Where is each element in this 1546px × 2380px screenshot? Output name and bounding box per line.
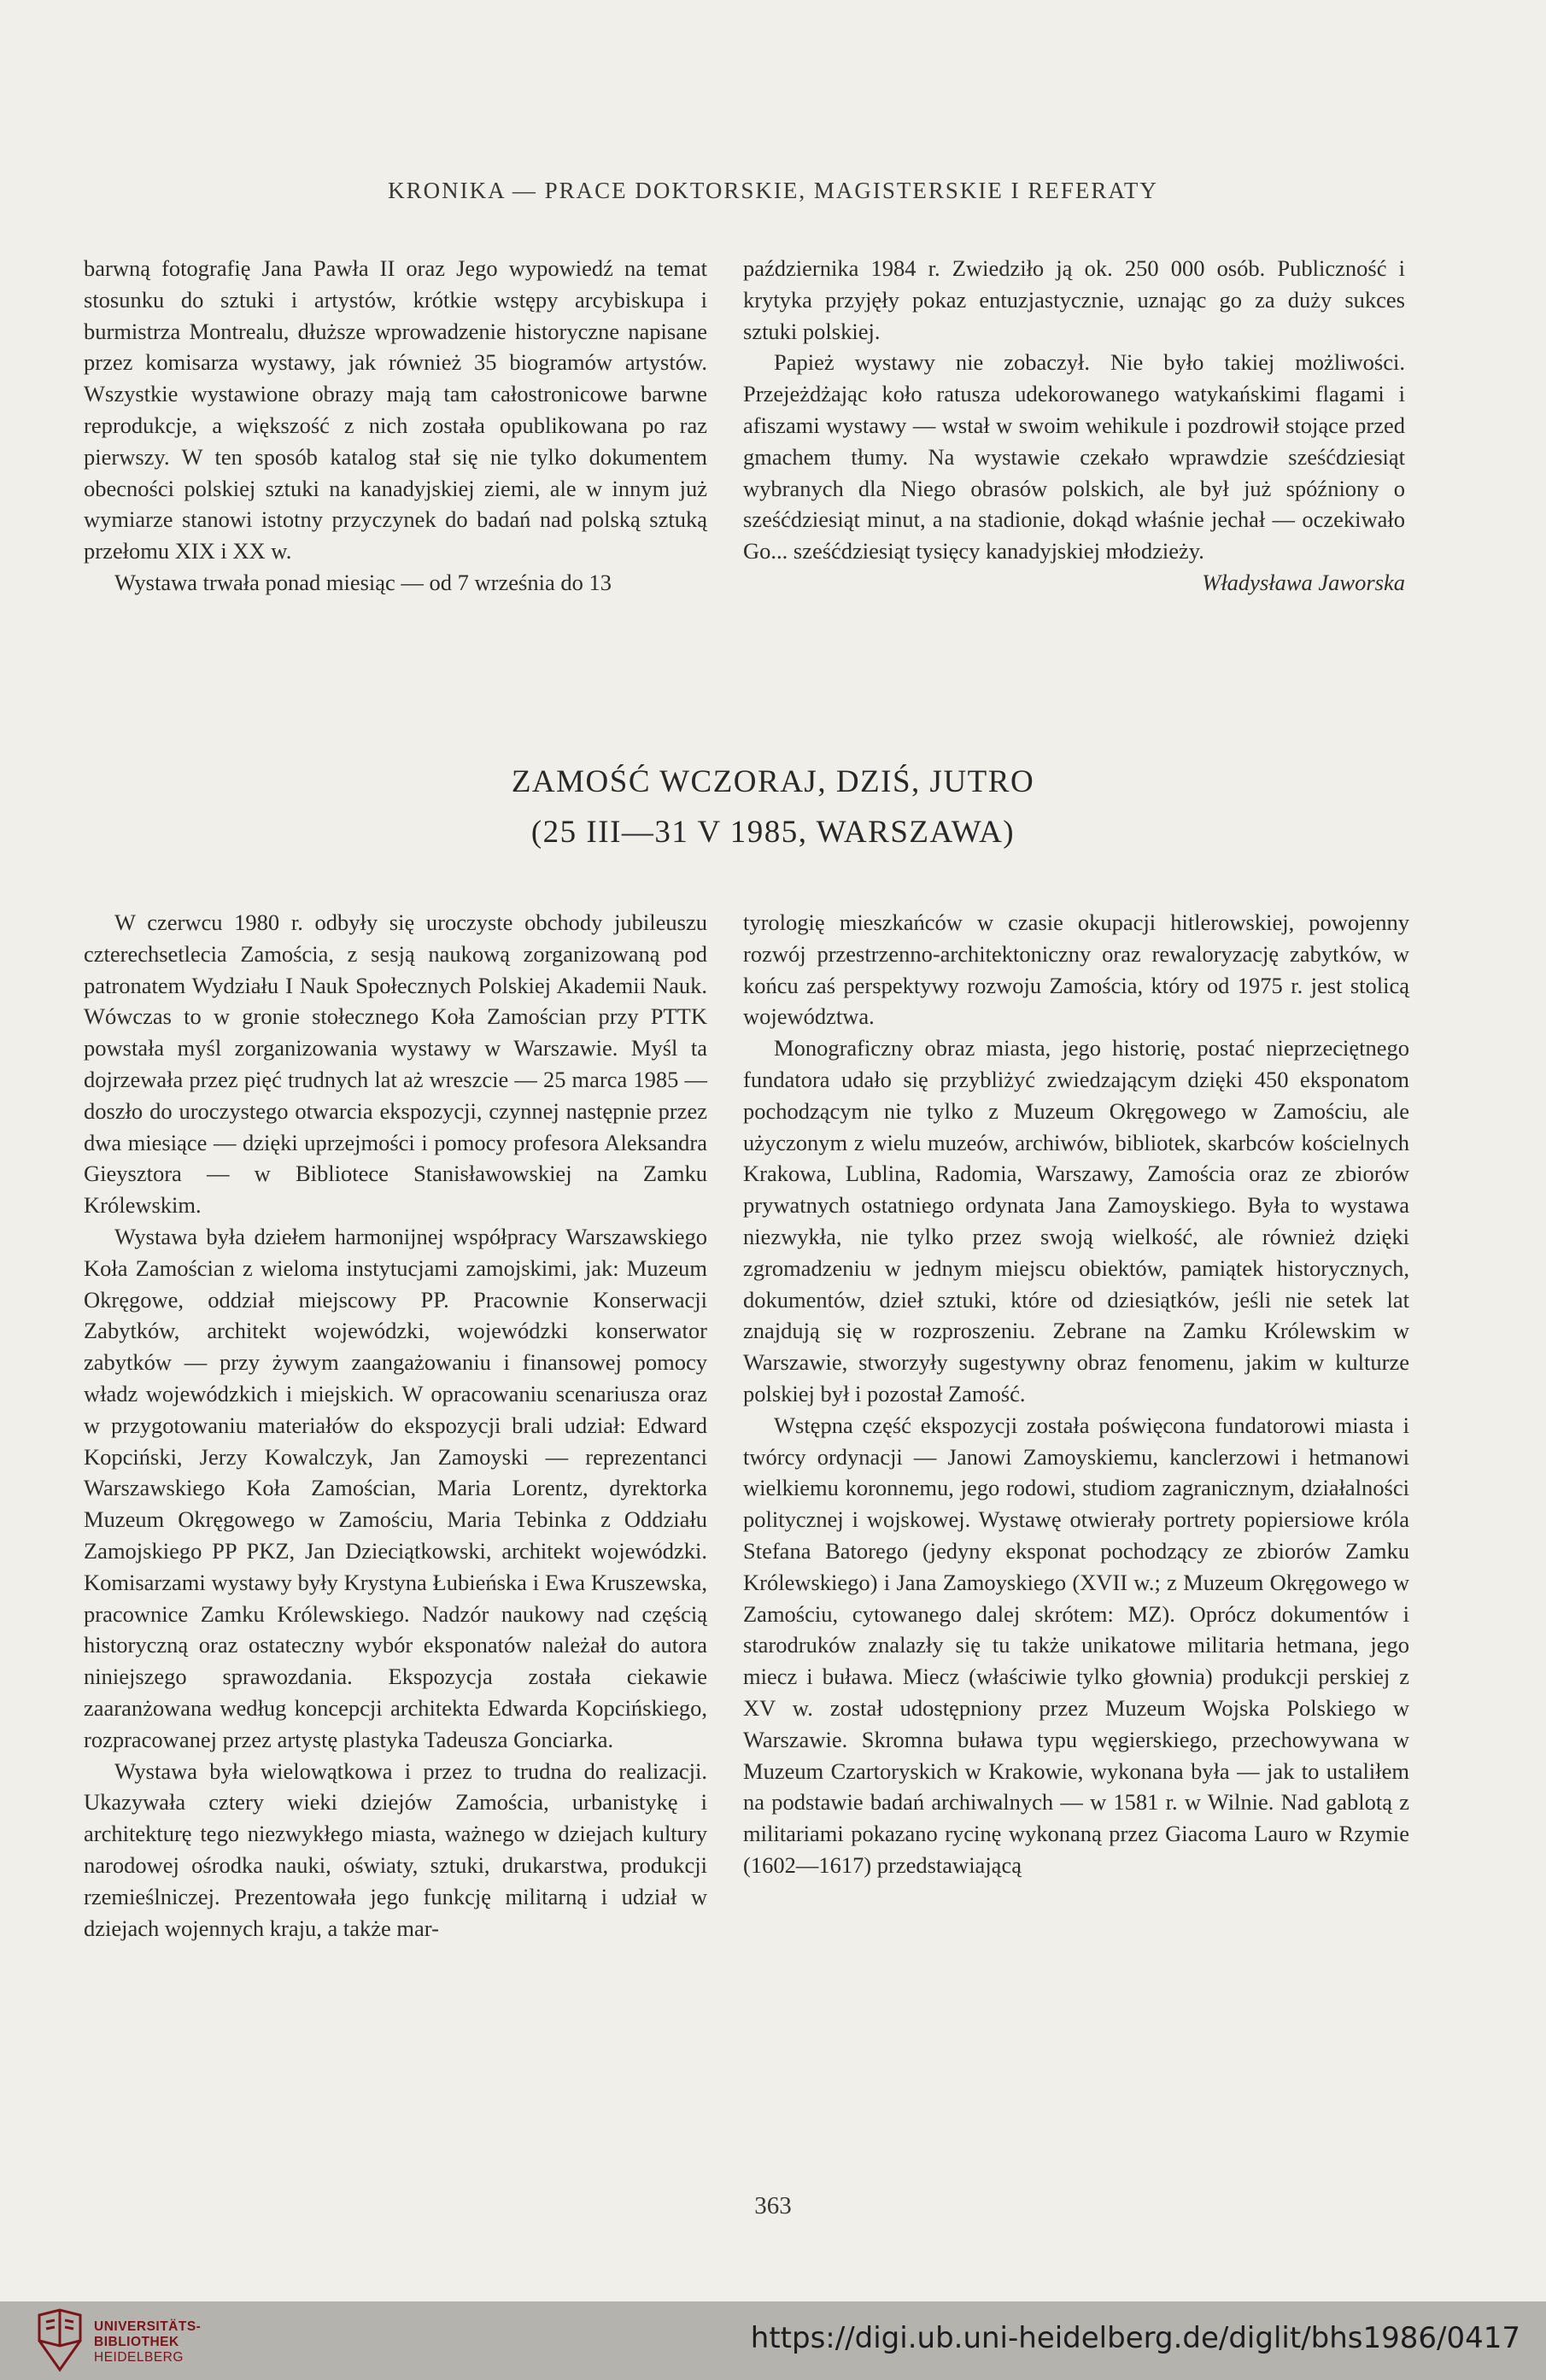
article-subtitle: (25 III—31 V 1985, WARSZAWA) <box>530 815 1016 850</box>
library-name-line2: BIBLIOTHEK <box>94 2335 179 2349</box>
paragraph: Wystawa była wielowątkowa i przez to trudna do realizacji. Ukazywała cztery wieki dziejów Zamościa, urbanistykę i architekturę tego niezwykłego miasta, ważnego w dziejach kultury narodowej ośrodka nauki, oświaty, sztuki, drukarstwa, produkcji rzemieślniczej. Prezentowała jego funkcję militarną i udział w dziejach wojennych kraju, a także mar- <box>84 1757 707 1941</box>
paragraph: października 1984 r. Zwiedziło ją ok. 250 000 osób. Publiczność i krytyka przyjęły pokaz entuzjastycznie, uznając go za duży sukces sztuki polskiej. <box>743 255 1405 344</box>
paragraph: Monograficzny obraz miasta, jego historię, postać nieprzeciętnego fundatora udało się przybliżyć zwiedzającym dzięki 450 eksponatom pochodzącym nie tylko z Muzeum Okręgowego w Zamościu, ale użyczonym z wielu muzeów, archiwów, bibliotek, skarbców kościelnych Krakowa, Lublina, Radomia, Warszawy, Zamościa oraz ze zbiorów prywatnych ostatniego ordynata Jana Zamoyskiego. Była to wystawa niezwykła, nie tylko przez swoją wielkość, ale również dzięki zgromadzeniu w jednym miejscu obiektów, pamiątek historycznych, dokumentów, dzieł sztuki, które od dziesiątków, jeśli nie setek lat znajdują się w rozproszeniu. Zebrane na Zamku Królewskim w Warszawie, stworzyły sugestywny obraz fenomenu, jakim w kulturze polskiej był i pozostał Zamość. <box>743 1035 1409 1406</box>
paragraph: tyrologię mieszkańców w czasie okupacji hitlerowskiej, powojenny rozwój przestrzenno-architektoniczny oraz rewaloryzację zabytków, w końcu zaś perspektywy rozwoju Zamościa, który od 1975 r. jest stolicą województwa. <box>743 909 1409 1030</box>
prev-article-right-column <box>743 253 1405 599</box>
library-name-line3: HEIDELBERG <box>94 2350 184 2365</box>
article-title: ZAMOŚĆ WCZORAJ, DZIŚ, JUTRO <box>511 764 1035 799</box>
university-library-logo-icon[interactable] <box>34 2307 85 2373</box>
prev-article-left-column <box>84 253 707 599</box>
library-name[interactable] <box>94 2319 201 2365</box>
page-number: 363 <box>754 2192 792 2219</box>
paragraph: Wstępna część ekspozycji została poświęcona fundatorowi miasta i twórcy ordynacji — Janowi Zamoyskiemu, kanclerzowi i hetmanowi wielkiemu koronnemu, jego rodowi, studiom zagranicznym, działalności politycznej i wojskowej. Wystawę otwierały portrety popiersiowe króla Stefana Batorego (jedyny eksponat pochodzący ze zbiorów Zamku Królewskiego) i Jana Zamoyskiego (XVII w.; z Muzeum Okręgowego w Zamościu, cytowanego dalej skrótem: MZ). Oprócz dokumentów i starodruków znalazły się tu także unikatowe militaria hetmana, jego miecz i buława. Miecz (właściwie tylko głownia) produkcji perskiej z XV w. został udostępniony przez Muzeum Wojska Polskiego w Warszawie. Skromna buława typu węgierskiego, przechowywana w Muzeum Czartoryskich w Krakowie, wykonana była — jak to ustaliłem na podstawie badań archiwalnych — w 1581 r. w Wilnie. Nad gablotą z militariami pokazano rycinę wykonaną przez Giacoma Lauro w Rzymie (1602—1617) przedstawiającą <box>743 1412 1409 1878</box>
running-head: KRONIKA — PRACE DOKTORSKIE, MAGISTERSKIE I REFERATY <box>388 178 1158 203</box>
paragraph: Papież wystawy nie zobaczył. Nie było takiej możliwości. Przejeżdżając koło ratusza udekorowanego watykańskimi flagami i afiszami wystawy — wstał w swoim wehikule i pozdrowił stojące przed gmachem tłumy. Na wystawie czekało wprawdzie sześćdziesiąt wybranych dla Niego obrasów polskich, ale był już spóźniony o sześćdziesiąt minut, a na stadionie, dokąd właśnie jechał — oczekiwało Go... sześćdziesiąt tysięcy kanadyjskiej młodzieży. <box>743 349 1405 564</box>
article-right-column <box>743 907 1409 1881</box>
paragraph: W czerwcu 1980 r. odbyły się uroczyste obchody jubileuszu czterechsetlecia Zamościa, z sesją naukową zorganizowaną pod patronatem Wydziału I Nauk Społecznych Polskiej Akademii Nauk. Wówczas to w gronie stołecznego Koła Zamościan przy PTTK powstała myśl zorganizowania wystawy w Warszawie. Myśl ta dojrzewała przez pięć trudnych lat aż wreszcie — 25 marca 1985 — doszło do uroczystego otwarcia ekspozycji, czynnej następnie przez dwa miesiące — dzięki uprzejmości i pomocy profesora Aleksandra Gieysztora — w Bibliotece Stanisławowskiej na Zamku Królewskim. <box>84 909 707 1219</box>
author-signature: Władysława Jaworska <box>1202 569 1405 595</box>
source-url-link[interactable]: https://digi.ub.uni-heidelberg.de/diglit/bhs1986/0417 <box>750 2321 1520 2355</box>
paragraph: Wystawa była dziełem harmonijnej współpracy Warszawskiego Koła Zamościan z wieloma instytucjami zamojskimi, jak: Muzeum Okręgowe, oddział miejscowy PP. Pracownie Konserwacji Zabytków, architekt wojewódzki, wojewódzki konserwator zabytków — przy żywym zaangażowaniu i finansowej pomocy władz wojewódzkich i miejskich. W opracowaniu scenariusza oraz w przygotowaniu materiałów do ekspozycji brali udział: Edward Kopciński, Jerzy Kowalczyk, Jan Zamoyski — reprezentanci Warszawskiego Koła Zamościan, Maria Lorentz, dyrektorka Muzeum Okręgowego w Zamościu, Maria Tebinka z Oddziału Zamojskiego PP PKZ, Jan Dzieciątkowski, architekt wojewódzki. Komisarzami wystawy były Krystyna Łubieńska i Ewa Kruszewska, pracownice Zamku Królewskiego. Nadzór naukowy nad częścią historyczną oraz ostateczny wybór eksponatów należał do autora niniejszego sprawozdania. Ekspozycja została ciekawie zaaranżowana według koncepcji architekta Edwarda Kopcińskiego, rozpracowanej przez artystę plastyka Tadeusza Gonciarka. <box>84 1223 707 1752</box>
paragraph: Wystawa trwała ponad miesiąc — od 7 września do 13 <box>114 569 612 595</box>
article-left-column <box>84 907 707 1944</box>
paragraph: barwną fotografię Jana Pawła II oraz Jego wypowiedź na temat stosunku do sztuki i artystów, krótkie wstępy arcybiskupa i burmistrza Montrealu, dłuższe wprowadzenie historyczne napisane przez komisarza wystawy, jak również 35 biogramów artystów. Wszystkie wystawione obrazy mają tam całostronicowe barwne reprodukcje, a większość z nich została opublikowana po raz pierwszy. W ten sposób katalog stał się nie tylko dokumentem obecności polskiej sztuki na kanadyjskiej ziemi, ale w innym już wymiarze stanowi istotny przyczynek do badań nad polską sztuką przełomu XIX i XX w. <box>84 255 707 564</box>
library-name-line1: UNIVERSITÄTS- <box>94 2319 202 2334</box>
